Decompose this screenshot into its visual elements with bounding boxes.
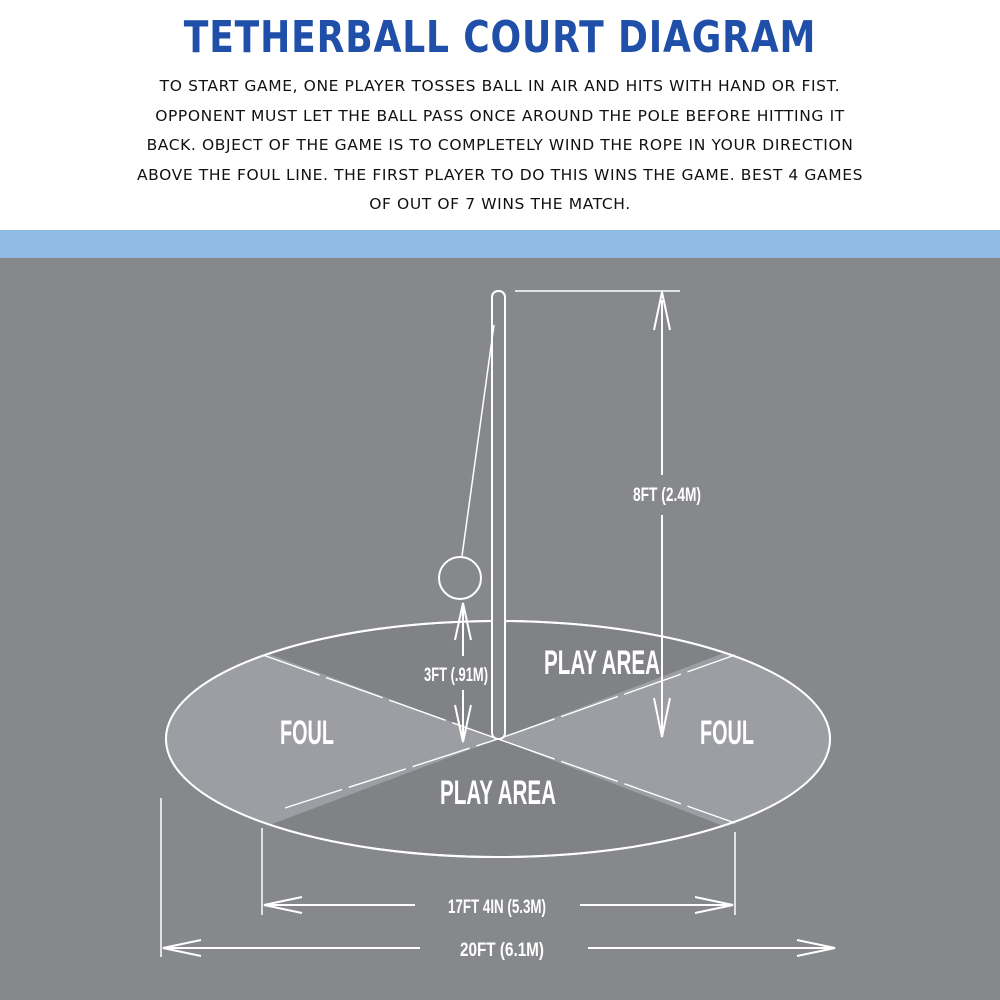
- rope: [462, 325, 494, 556]
- pole-height-label: 8FT (2.4M): [633, 485, 701, 506]
- rules-line: OF OUT OF 7 WINS THE MATCH.: [369, 195, 631, 213]
- rules-line: BACK. OBJECT OF THE GAME IS TO COMPLETELY WIND THE ROPE IN YOUR DIRECTION: [146, 136, 854, 154]
- outer-width-label: 20FT (6.1M): [460, 940, 544, 961]
- pole: [492, 291, 505, 739]
- rules-line: OPPONENT MUST LET THE BALL PASS ONCE AROUND THE POLE BEFORE HITTING IT: [155, 106, 845, 125]
- play-area-label-top: PLAY AREA: [544, 644, 660, 682]
- foul-label-right: FOUL: [700, 714, 754, 752]
- diagram-title: TETHERBALL COURT DIAGRAM: [183, 12, 817, 63]
- foul-line-height-label: 3FT (.91M): [424, 665, 488, 686]
- rules-line: TO START GAME, ONE PLAYER TOSSES BALL IN AIR AND HITS WITH HAND OR FIST.: [159, 77, 841, 95]
- tetherball: [439, 557, 481, 599]
- play-area-label-bottom: PLAY AREA: [440, 774, 556, 812]
- rules-line: ABOVE THE FOUL LINE. THE FIRST PLAYER TO DO THIS WINS THE GAME. BEST 4 GAMES: [136, 165, 864, 184]
- foul-label-left: FOUL: [280, 714, 334, 752]
- inner-width-label: 17FT 4IN (5.3M): [448, 897, 546, 918]
